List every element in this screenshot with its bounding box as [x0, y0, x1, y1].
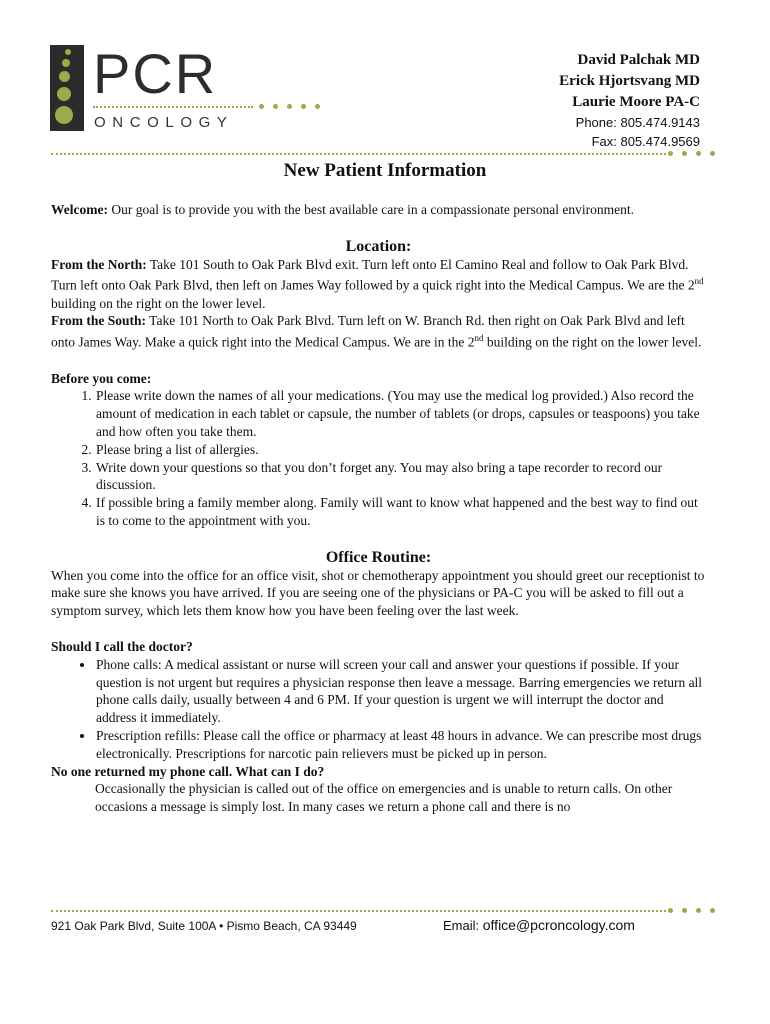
section-heading-location: Location: — [345, 237, 412, 255]
logo-mark — [50, 45, 84, 131]
list-item: • Prescription refills: Please call the office or pharmacy at least 48 hours in advance. We can prescribe most drugs electronically. Prescriptions for narcotic pain relievers must be picked up in person. — [95, 727, 706, 763]
directions-south: From the South: Take 101 North to Oak Park Blvd. Turn left on W. Branch Rd. then right on Oak Park Blvd and left onto James Way. Make a quick right into the Medical Campus. We are in the 2nd building on the right on the lower level. — [51, 313, 702, 350]
list-item: 1. Please write down the names of all your medications. (You may use the medical log provided.) Also record the amount of medication in each tablet or capsule, the number of tablets (or drops, capsules or teaspoons) you take and how often you take them. — [95, 387, 706, 440]
logo-dotted-rule — [93, 106, 253, 108]
page-title: New Patient Information — [283, 160, 487, 181]
logo-subtitle: ONCOLOGY — [94, 114, 234, 131]
doctor-name: Laurie Moore PA-C — [572, 94, 700, 110]
footer-rule — [51, 910, 666, 912]
list-item: 2. Please bring a list of allergies. — [95, 441, 706, 459]
list-item: • Phone calls: A medical assistant or nurse will screen your call and answer your questions if possible. If your question is not urgent but requires a physician response then leave a message. Barring emergencies we return all phone calls daily, usually between 4 and 6 PM. If your question is urgent we will interrupt the doctor and address it immediately. — [95, 656, 706, 727]
email-link[interactable]: office@pcroncology.com — [482, 917, 635, 933]
welcome-paragraph: Welcome: Our goal is to provide you with the best available care in a compassionate personal environment. — [51, 202, 634, 217]
before-list — [51, 387, 706, 529]
noreturn-paragraph: Occasionally the physician is called out of the office on emergencies and is unable to return calls. On other occasions a message is simply lost. In many cases we return a phone call and there is no — [95, 781, 673, 815]
section-heading-call: Should I call the doctor? — [51, 638, 193, 654]
directions-north: From the North: Take 101 South to Oak Park Blvd exit. Turn left onto El Camino Real and follow to Oak Park Blvd. Turn left onto Oak Park Blvd, then left on James Way followed by a quick right into the Medical Campus. We are the 2nd building on the right on the lower level. — [51, 256, 704, 311]
section-heading-routine: Office Routine: — [325, 548, 432, 566]
section-heading-noreturn: No one returned my phone call. What can I do? — [51, 763, 325, 779]
list-item: 3. Write down your questions so that you don’t forget any. You may also bring a tape recorder to record our discussion. — [95, 459, 706, 495]
phone-number: Phone: 805.474.9143 — [575, 115, 700, 130]
document-body — [51, 201, 706, 816]
list-item: 4. If possible bring a family member along. Family will want to know what happened and the best way to find out is to come to the appointment with you. — [95, 494, 706, 530]
routine-paragraph: When you come into the office for an office visit, shot or chemotherapy appointment you should greet our receptionist to make sure she knows you have arrived. If you are seeing one of the physicians or PA-C you will be asked to fill out a symptom survey, which lets them know how you have been feeling over the last week. — [51, 567, 705, 619]
call-list — [51, 656, 706, 763]
doctor-name: Erick Hjortsvang MD — [559, 73, 700, 89]
logo-dots — [259, 104, 320, 109]
footer-email — [443, 917, 635, 933]
header-rule-dots — [668, 151, 715, 156]
logo-wordmark: PCR — [93, 42, 218, 105]
footer-rule-dots — [668, 908, 715, 913]
contact-block — [559, 50, 700, 151]
fax-number: Fax: 805.474.9569 — [591, 134, 700, 149]
section-heading-before: Before you come: — [51, 370, 152, 386]
header-rule — [51, 153, 666, 155]
footer-address: 921 Oak Park Blvd, Suite 100A • Pismo Beach, CA 93449 — [51, 919, 357, 933]
doctor-name: David Palchak MD — [577, 52, 700, 68]
email-label: Email: — [443, 918, 480, 933]
